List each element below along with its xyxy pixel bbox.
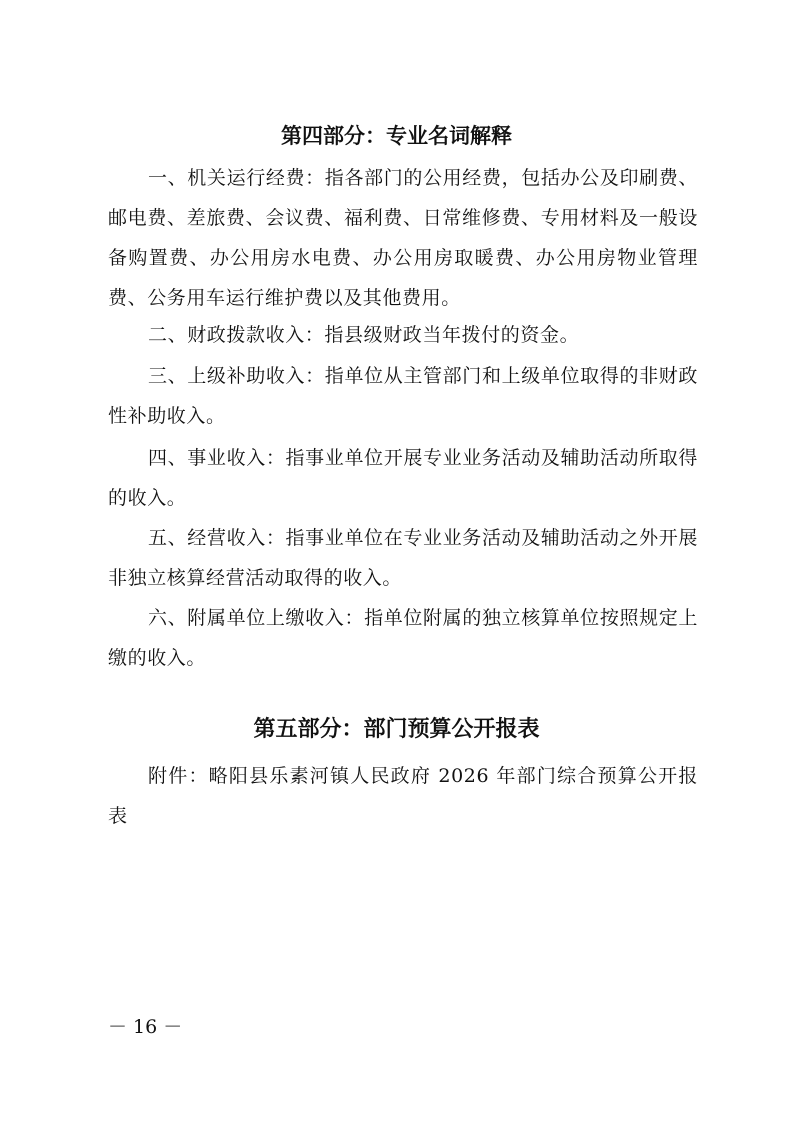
definition-term: 五、经营收入： <box>148 527 286 549</box>
definition-text: 指事业单位在专业业务活动及辅助活动之外开展非独立核算经营活动取得的收入。 <box>108 527 698 589</box>
definition-paragraph <box>108 158 698 318</box>
page-number: － 16 － <box>108 1016 183 1038</box>
definition-text: 指县级财政当年拨付的资金。 <box>324 324 580 346</box>
definition-paragraph <box>108 598 698 678</box>
definition-paragraph <box>108 518 698 598</box>
definition-paragraph <box>108 356 698 436</box>
attachment-note: 附件：略阳县乐素河镇人民政府 2026 年部门综合预算公开报表 <box>108 765 698 827</box>
definition-paragraph <box>108 438 698 518</box>
definition-text: 指单位从主管部门和上级单位取得的非财政性补助收入。 <box>108 365 698 427</box>
definition-term: 一、机关运行经费： <box>148 167 325 189</box>
section-5-heading: 第五部分：部门预算公开报表 <box>253 717 540 742</box>
definition-term: 四、事业收入： <box>148 447 286 469</box>
definition-term: 三、上级补助收入： <box>148 365 325 387</box>
definition-paragraph <box>108 315 698 355</box>
definition-term: 二、财政拨款收入： <box>148 324 325 346</box>
definition-term: 六、附属单位上缴收入： <box>148 607 365 629</box>
definition-text: 指单位附属的独立核算单位按照规定上缴的收入。 <box>108 607 698 669</box>
definition-text: 指事业单位开展专业业务活动及辅助活动所取得的收入。 <box>108 447 698 509</box>
section-4-heading: 第四部分：专业名词解释 <box>281 124 512 148</box>
definition-text: 指各部门的公用经费，包括办公及印刷费、邮电费、差旅费、会议费、福利费、日常维修费、专用材料及一般设备购置费、办公用房水电费、办公用房取暖费、办公用房物业管理费、公务用车运行维护费以及其他费用。 <box>108 167 698 309</box>
